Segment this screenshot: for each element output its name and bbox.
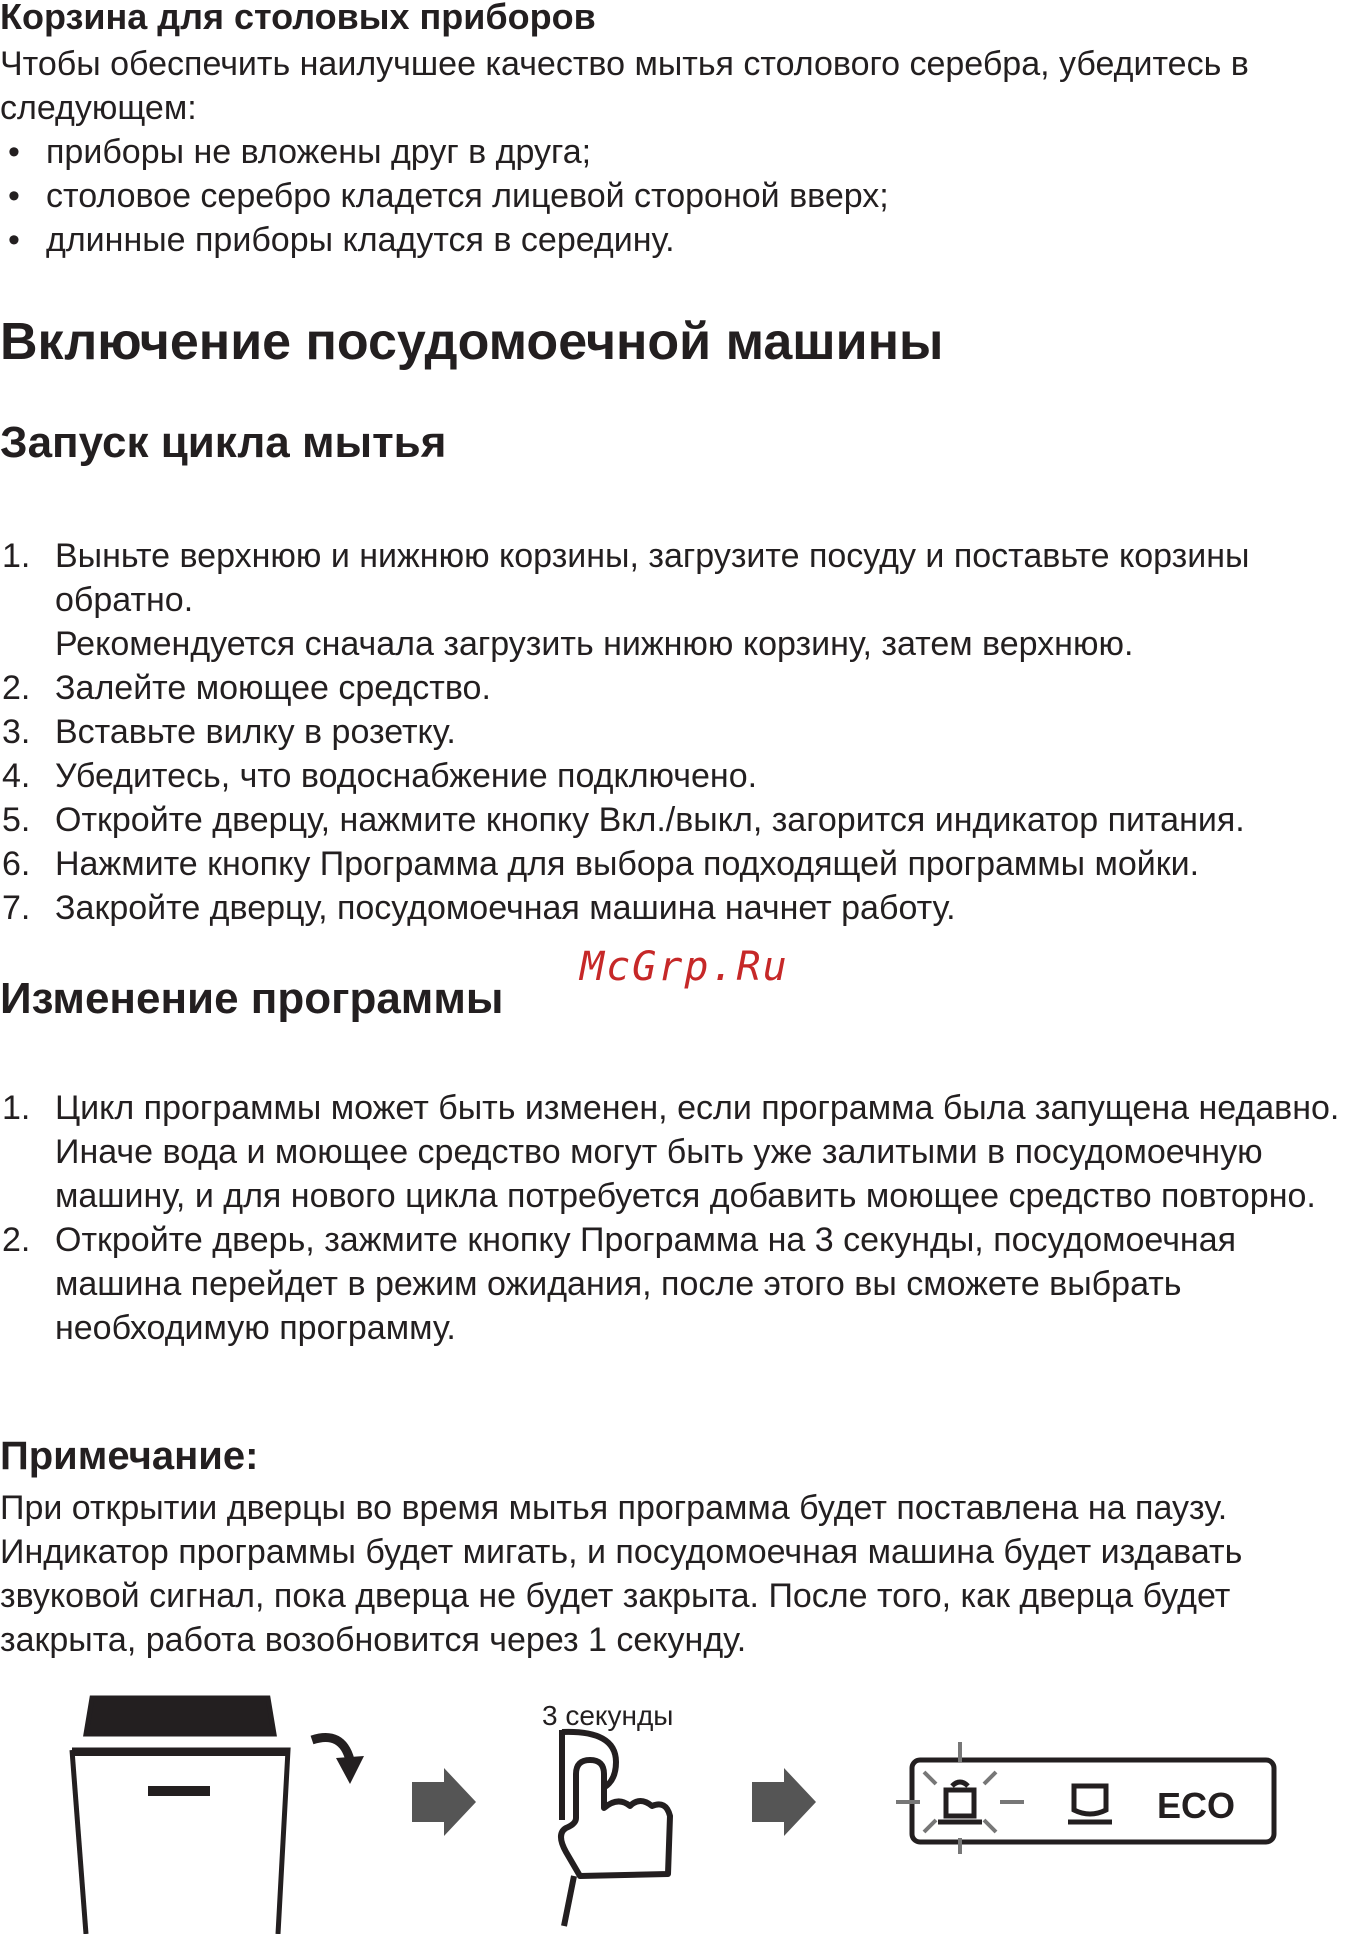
- power-on-title: Включение посудомоечной машины: [0, 313, 944, 371]
- step-number: 5.: [2, 801, 31, 839]
- start-cycle-steps: [0, 534, 1351, 930]
- step-number: 7.: [2, 889, 31, 927]
- list-item: [0, 710, 1351, 754]
- change-program-title: Изменение программы: [0, 974, 504, 1023]
- list-item: [0, 1086, 1351, 1218]
- list-item: [0, 886, 1351, 930]
- step-number: 2.: [2, 1221, 31, 1259]
- watermark: McGrp.Ru: [580, 944, 789, 990]
- dishwasher-door-icon: [72, 1698, 290, 1934]
- list-item: [0, 842, 1351, 886]
- change-program-steps: [0, 1086, 1351, 1350]
- note-title: Примечание:: [0, 1434, 259, 1478]
- seconds-label: 3 секунды: [542, 1700, 674, 1731]
- step-text: Цикл программы может быть изменен, если программа была запущена недавно. Иначе вода и моющее средство могут быть уже залитыми в посудомоечную машину, и для нового цикла потребуется добавить моющее средство повторно.: [55, 1089, 1340, 1215]
- step-text: Выньте верхнюю и нижнюю корзины, загрузите посуду и поставьте корзины обратно.: [55, 537, 1250, 619]
- step-text: Откройте дверцу, нажмите кнопку Вкл./выкл, загорится индикатор питания.: [55, 801, 1245, 839]
- step-number: 1.: [2, 1089, 31, 1127]
- list-item: [0, 666, 1351, 710]
- start-cycle-title: Запуск цикла мытья: [0, 418, 447, 467]
- list-item: [0, 798, 1351, 842]
- curved-arrow-icon: [312, 1738, 364, 1785]
- step-extra: Рекомендуется сначала загрузить нижнюю корзину, затем верхнюю.: [55, 625, 1134, 663]
- step-text: Убедитесь, что водоснабжение подключено.: [55, 757, 758, 795]
- step-text: Нажмите кнопку Программа для выбора подходящей программы мойки.: [55, 845, 1200, 883]
- step-text: Вставьте вилку в розетку.: [55, 713, 456, 751]
- note-text: При открытии дверцы во время мытья программа будет поставлена на паузу. Индикатор программы будет мигать, и посудомоечная машина будет издавать звуковой сигнал, пока дверца не будет закрыта. После того, как дверца будет закрыта, работа возобновится через 1 секунду.: [0, 1489, 1243, 1659]
- list-item: [0, 1218, 1351, 1350]
- program-panel-icon: [896, 1742, 1274, 1854]
- basket-intro: Чтобы обеспечить наилучшее качество мытья столового серебра, убедитесь в следующем:: [0, 45, 1249, 127]
- list-item: [0, 534, 1351, 666]
- list-item: • приборы не вложены друг в друга;: [0, 130, 1340, 174]
- eco-label: ECO: [1156, 1785, 1236, 1826]
- step-number: 1.: [2, 537, 31, 575]
- step-text: Откройте дверь, зажмите кнопку Программа на 3 секунды, посудомоечная машина перейдет в режим ожидания, после этого вы сможете выбрать необходимую программу.: [55, 1221, 1237, 1347]
- step-number: 6.: [2, 845, 31, 883]
- step-text: Закройте дверцу, посудомоечная машина начнет работу.: [55, 889, 956, 927]
- step-number: 4.: [2, 757, 31, 795]
- list-item: • столовое серебро кладется лицевой стороной вверх;: [0, 174, 1340, 218]
- procedure-illustration: [0, 1690, 1351, 1934]
- step-number: 2.: [2, 669, 31, 707]
- list-item: • длинные приборы кладутся в середину.: [0, 218, 1340, 262]
- arrow-right-icon: [412, 1768, 476, 1836]
- step-number: 3.: [2, 713, 31, 751]
- list-item: [0, 754, 1351, 798]
- basket-bullets: [0, 130, 1340, 262]
- basket-title: Корзина для столовых приборов: [0, 0, 596, 37]
- finger-press-icon: [561, 1730, 670, 1926]
- step-text: Залейте моющее средство.: [55, 669, 491, 707]
- arrow-right-icon: [752, 1768, 816, 1836]
